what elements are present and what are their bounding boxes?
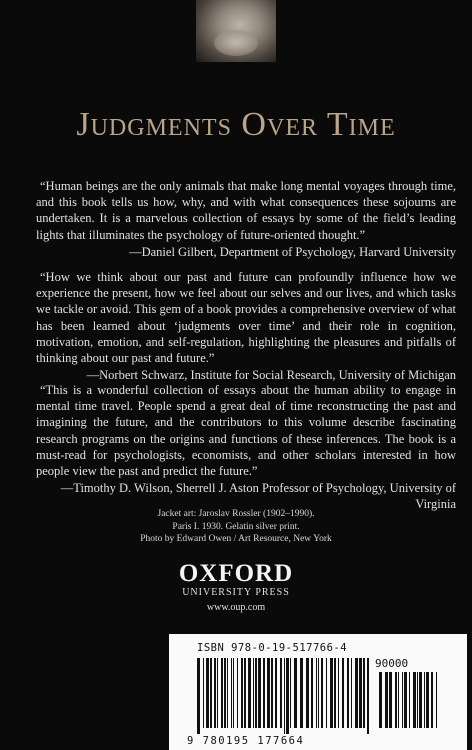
barcode-bar	[210, 658, 212, 728]
barcode-bar	[197, 658, 200, 734]
credit-line: Photo by Edward Owen / Art Resource, New York	[140, 534, 332, 544]
barcode-bar	[404, 672, 407, 728]
barcode-bar	[402, 672, 403, 728]
barcode-bar	[424, 672, 425, 728]
barcode-bar	[241, 658, 243, 728]
barcode-bar	[306, 658, 309, 728]
barcode-bar	[342, 658, 344, 728]
isbn-text: ISBN 978-0-19-517766-4	[197, 642, 348, 654]
barcode-bar	[280, 658, 282, 728]
credit-line: Paris I. 1930. Gelatin silver print.	[172, 521, 300, 532]
barcode-bar	[326, 658, 327, 728]
barcode-bar	[316, 658, 317, 728]
barcode-bar	[347, 658, 349, 728]
barcode-bar	[244, 658, 246, 728]
barcode-bar	[334, 658, 336, 728]
barcode-bar	[263, 658, 265, 728]
barcode-bar	[351, 658, 352, 728]
barcode-bar	[267, 658, 270, 728]
barcode-bar	[321, 658, 323, 728]
barcode-bar	[436, 672, 437, 728]
barcode-bar	[330, 658, 333, 728]
barcode-bar	[363, 658, 365, 728]
barcode-bar	[224, 658, 226, 728]
blurb-attribution: —Daniel Gilbert, Department of Psychology, Harvard University	[129, 244, 456, 259]
barcode-bar	[367, 658, 369, 734]
barcode-bar	[221, 658, 223, 728]
blurb-attribution: —Norbert Schwarz, Institute for Social Research, University of Michigan	[86, 368, 456, 383]
blurb-text: “This is a wonderful collection of essays about the human ability to engage in mental time travel. People spend a great deal of time reconstructing the past and imagining the future, and the contributors to this volume describe fascinating research programs on the origins and functions of these inferences. The book is a must-read for psychologists, economists, and other scholars interested in how people view the past and predict the future.”	[36, 383, 456, 479]
blurb-attribution: —Timothy D. Wilson, Sherrell J. Aston Professor of Psychology, University of Virginia	[60, 481, 456, 512]
barcode-bar	[284, 658, 285, 734]
barcode-bar	[237, 658, 238, 728]
barcode-digits: 9 780195 177664	[187, 735, 305, 747]
barcode-bar	[338, 658, 339, 728]
jacket-credit	[0, 508, 472, 546]
price-code: 90000	[375, 657, 409, 670]
barcode-bar	[231, 658, 232, 728]
barcode-bar	[426, 672, 429, 728]
barcode-bar	[318, 658, 319, 728]
barcode-bar	[413, 672, 416, 728]
barcode-bar	[253, 658, 254, 728]
publisher-url: www.oup.com	[206, 602, 266, 613]
publisher-logo	[0, 560, 472, 613]
barcode-bar	[359, 658, 362, 728]
barcode-bar	[233, 658, 234, 728]
credit-line: Jacket art: Jaroslav Rossler (1902–1990).	[157, 509, 315, 519]
addon-barcode-icon	[377, 672, 441, 734]
blurb-wilson	[36, 382, 456, 513]
barcode-bar	[206, 658, 209, 728]
blurb-schwarz	[36, 269, 456, 383]
cover-photo-fragment	[196, 0, 276, 62]
blurb-gilbert	[36, 178, 456, 260]
barcode-bar	[214, 658, 216, 728]
publisher-name: OXFORD	[178, 560, 294, 587]
blurb-text: “How we think about our past and future can profoundly influence how we experience the present, how we feel about our selves and our lives, and which tasks we tackle or avoid. This gem of a book provides a comprehensive overview of what has been learned about ‘judgments over time’ and their role in cognition, motivation, emotion, and self-regulation, highlighting the pleasures and pitfalls of thinking about our past and future.”	[36, 270, 456, 366]
barcode-bar	[355, 658, 358, 728]
barcode-bar	[227, 658, 228, 728]
barcode-bar	[290, 658, 291, 728]
barcode-bar	[395, 672, 397, 728]
barcode-bar	[398, 672, 399, 728]
barcode-bar	[417, 672, 418, 728]
barcode-bar	[248, 658, 251, 728]
blurb-text: “Human beings are the only animals that make long mental voyages through time, and this book tells us how, why, and with what consequences these sojourns are undertaken. It is a marvelous collection of essays by some of the field’s leading lights that illuminates the psychology of future-oriented thought.”	[36, 179, 456, 242]
barcode-bar	[255, 658, 257, 728]
barcode-bar	[409, 672, 410, 728]
barcode-bar	[294, 658, 297, 728]
barcode-bar	[389, 672, 392, 728]
barcode-bar	[379, 672, 382, 728]
barcode-bar	[311, 658, 313, 728]
barcode-bar	[419, 672, 422, 728]
barcode-icon	[195, 658, 373, 734]
barcode-bar	[217, 658, 218, 728]
barcode-bar	[258, 658, 261, 728]
barcode-bar	[300, 658, 303, 728]
barcode-bar	[275, 658, 277, 728]
barcode-bar	[271, 658, 273, 728]
barcode-bar	[431, 672, 433, 728]
barcode-bar	[385, 672, 388, 728]
barcode-bar	[286, 658, 289, 734]
book-title: Judgments Over Time	[76, 106, 396, 143]
publisher-press: UNIVERSITY PRESS	[182, 587, 290, 598]
barcode-panel	[169, 634, 467, 750]
barcode-bar	[203, 658, 204, 728]
